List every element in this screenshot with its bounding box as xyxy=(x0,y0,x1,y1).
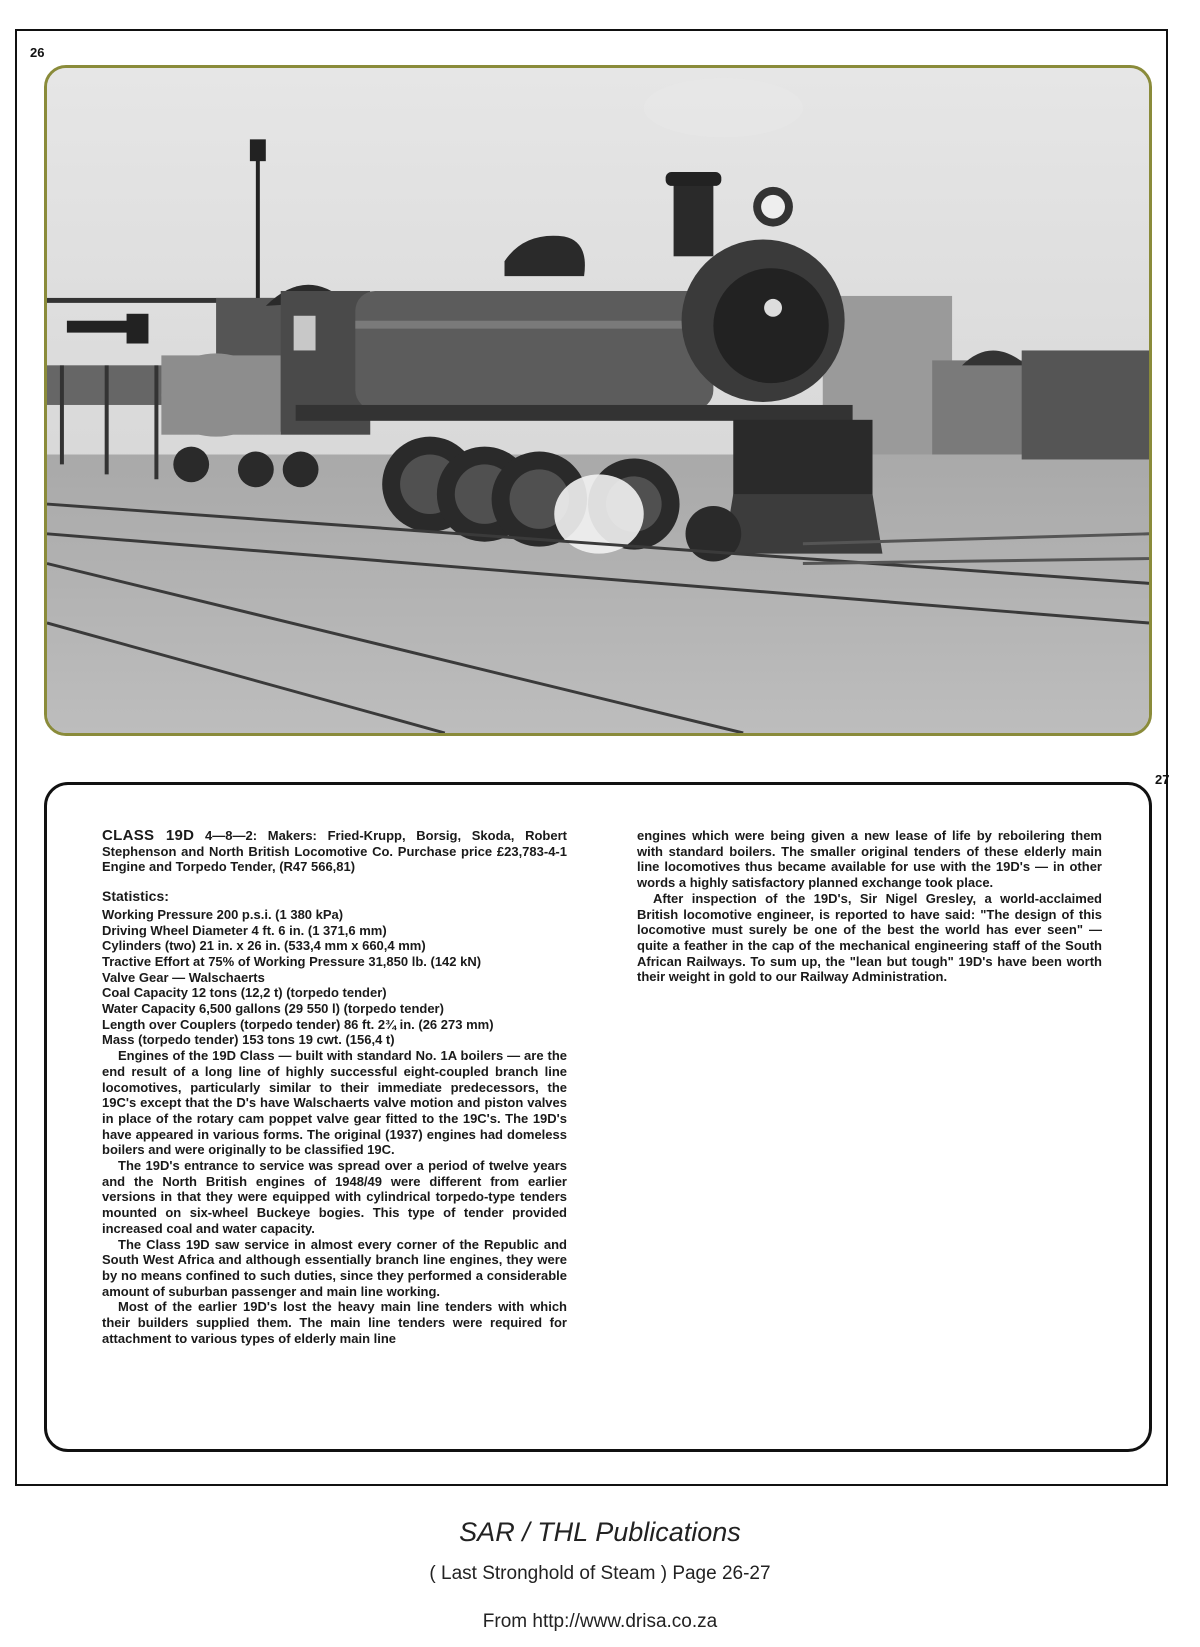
class-info: 4—8—2: Makers: Fried-Krupp, Borsig, Skoda, Robert Stephenson and North British Locomotive Co. Purchase price £23,783-4-1 Engine and Torpedo Tender, (R47 566,81) xyxy=(102,828,567,875)
article-column-left xyxy=(102,828,567,1347)
article-text-box xyxy=(44,782,1152,1452)
class-title: CLASS 19D xyxy=(102,827,195,844)
page-number-right: 27 xyxy=(1155,772,1170,787)
paragraph: The Class 19D saw service in almost every corner of the Republic and South West Africa and although essentially branch line engines, they were by no means confined to such duties, since they performed a considerable amount of suburban passenger and main line working. xyxy=(102,1236,567,1299)
locomotive-photo xyxy=(44,65,1152,736)
footer-source: From http://www.drisa.co.za xyxy=(482,1611,718,1632)
article-column-right xyxy=(637,828,1102,985)
paragraph: The 19D's entrance to service was spread over a period of twelve years and the North British engines of 1948/49 were different from earlier versions in that they were equipped with cylindrical torpedo-type tenders mounted on six-wheel Buckeye bogies. This type of tender provided increased coal and water capacity. xyxy=(102,1158,567,1236)
page-number-left: 26 xyxy=(30,45,45,60)
stat-line: Coal Capacity 12 tons (12,2 t) (torpedo tender) xyxy=(102,985,387,1001)
stat-line: Length over Couplers (torpedo tender) 86 ft. 2¾ in. (26 273 mm) xyxy=(102,1016,494,1032)
stat-line: Driving Wheel Diameter 4 ft. 6 in. (1 371,6 mm) xyxy=(102,922,387,938)
class-heading xyxy=(102,828,567,875)
stat-line: Mass (torpedo tender) 153 tons 19 cwt. (156,4 t) xyxy=(102,1032,395,1048)
stat-line: Cylinders (two) 21 in. x 26 in. (533,4 mm x 660,4 mm) xyxy=(102,938,426,954)
locomotive-illustration xyxy=(47,68,1149,733)
paragraph: Engines of the 19D Class — built with standard No. 1A boilers — are the end result of a long line of highly successful eight-coupled branch line locomotives, particularly similar to their immediate predecessors, the 19C's except that the D's have Walschaerts valve motion and piston valves in place of the rotary cam poppet valve gear fitted to the 19C's. The 19D's have appeared in various forms. The original (1937) engines had domeless boilers and were originally to be classified 19C. xyxy=(102,1048,567,1158)
stat-line: Tractive Effort at 75% of Working Pressure 31,850 lb. (142 kN) xyxy=(102,953,482,969)
stat-line: Valve Gear — Walschaerts xyxy=(102,969,265,985)
paragraph: Most of the earlier 19D's lost the heavy main line tenders with which their builders supplied them. The main line tenders were required for attachment to various types of elderly main line xyxy=(102,1299,567,1346)
stat-line: Working Pressure 200 p.s.i. (1 380 kPa) xyxy=(102,906,344,922)
footer-subtitle: ( Last Stronghold of Steam ) Page 26-27 xyxy=(429,1563,771,1584)
paragraph: After inspection of the 19D's, Sir Nigel Gresley, a world-acclaimed British locomotive engineer, is reported to have said: "The design of this locomotive must surely be one of the best the world has ever seen" — quite a feather in the cap of the mechanical engineering staff of the South African Railways. To sum up, the "lean but tough" 19D's have been worth their weight in gold to our Railway Administration. xyxy=(637,890,1102,985)
paragraph: engines which were being given a new lease of life by reboilering them with standard boilers. The smaller original tenders of these elderly main line locomotives thus became available for use with the 19D's — in other words a highly satisfactory planned exchange took place. xyxy=(637,828,1102,891)
footer-title: SAR / THL Publications xyxy=(459,1517,741,1547)
statistics-heading: Statistics: xyxy=(102,888,169,905)
stat-line: Water Capacity 6,500 gallons (29 550 l) (torpedo tender) xyxy=(102,1001,444,1017)
